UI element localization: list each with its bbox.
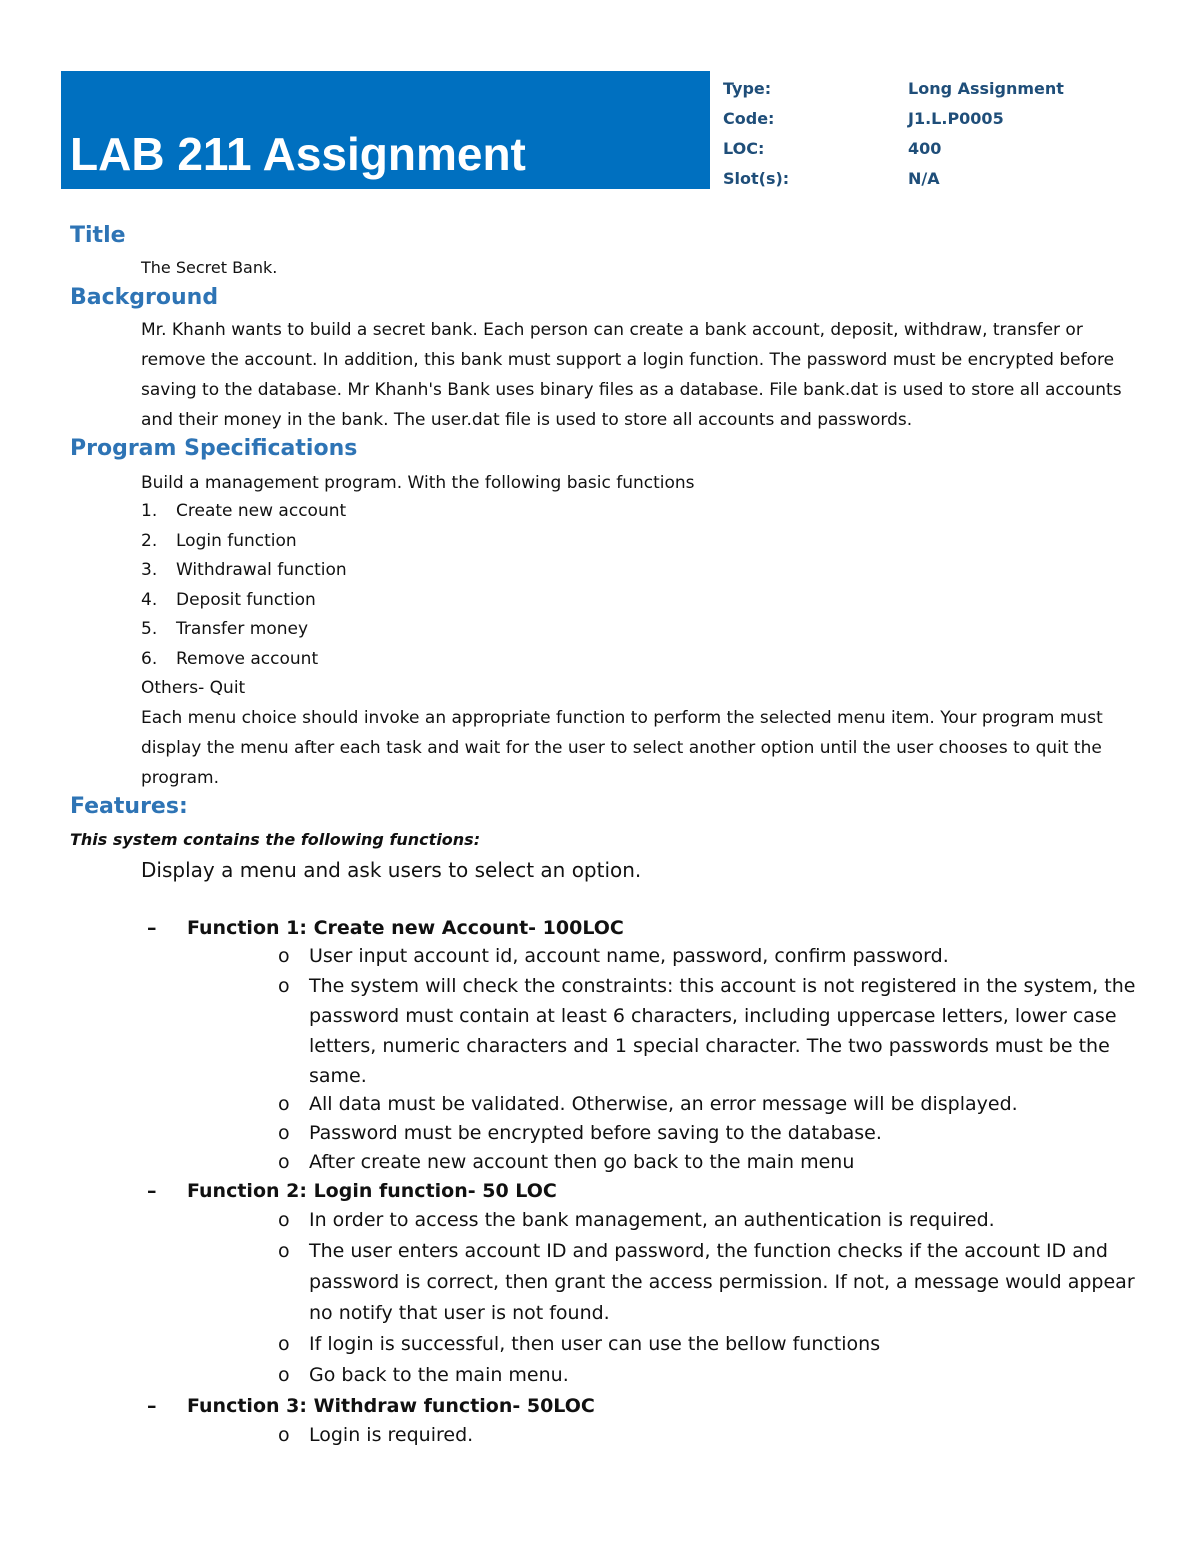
list-item (278, 1118, 1138, 1148)
circle-bullet-icon: o (278, 1122, 290, 1144)
list-number: 5. (141, 619, 158, 640)
spec-menu-text: Each menu choice should invoke an appropriate function to perform the selected menu item. Your program must display the menu after each task and wait for the user to select another option until the user chooses to quit the program. (141, 708, 1103, 788)
list-item (278, 1089, 1138, 1119)
function-title-text: Function 1: Create new Account- 100LOC (187, 917, 624, 939)
meta-value: J1.L.P0005 (908, 109, 1004, 128)
title-text: The Secret Bank. (141, 258, 278, 277)
circle-bullet-icon: o (278, 975, 290, 997)
function-title-text: Function 2: Login function- 50 LOC (187, 1180, 557, 1202)
circle-bullet-icon: o (278, 1424, 290, 1446)
meta-row-code (723, 106, 1123, 136)
circle-bullet-icon: o (278, 1333, 290, 1355)
list-number: 6. (141, 648, 158, 669)
document-title: LAB 211 Assignment (70, 128, 526, 180)
spec-function-list (141, 497, 347, 675)
bullet-text: Login is required. (309, 1424, 474, 1446)
function-title-text: Function 3: Withdraw function- 50LOC (187, 1395, 595, 1417)
list-item (278, 1420, 1138, 1450)
dash-bullet: – (147, 1180, 157, 1202)
dash-bullet: – (147, 917, 157, 939)
bullet-text: The user enters account ID and password, the function checks if the account ID and password is correct, then grant the access permission. If not, a message would appear no notify that user is not found. (309, 1240, 1135, 1324)
meta-label: Code: (723, 109, 775, 128)
list-item (278, 941, 1138, 971)
circle-bullet-icon: o (278, 945, 290, 967)
list-text: Withdrawal function (176, 560, 347, 581)
list-item (141, 527, 347, 557)
function-3-title (147, 1391, 595, 1421)
background-heading: Background (70, 285, 219, 310)
list-item (278, 971, 1138, 1091)
bullet-text: Go back to the main menu. (309, 1364, 569, 1386)
bullet-text: Password must be encrypted before saving to the database. (309, 1122, 882, 1144)
meta-row-slots (723, 166, 1123, 196)
circle-bullet-icon: o (278, 1151, 290, 1173)
list-item (278, 1236, 1138, 1329)
list-item (141, 645, 347, 675)
meta-label: Slot(s): (723, 169, 790, 188)
meta-row-type (723, 76, 1123, 106)
meta-label: Type: (723, 79, 772, 98)
function-2-title (147, 1176, 557, 1206)
bullet-text: User input account id, account name, password, confirm password. (309, 945, 949, 967)
meta-value: N/A (908, 169, 940, 188)
meta-label: LOC: (723, 139, 765, 158)
spec-others: Others- Quit (141, 678, 246, 698)
function-1-title (147, 913, 624, 943)
list-item (278, 1329, 1138, 1359)
meta-value: 400 (908, 139, 942, 158)
list-number: 4. (141, 589, 158, 610)
title-heading: Title (70, 223, 126, 248)
list-number: 3. (141, 560, 158, 581)
features-intro: Display a menu and ask users to select an option. (141, 858, 642, 882)
list-item (141, 615, 347, 645)
features-subheading: This system contains the following functions: (70, 830, 481, 849)
assignment-meta (723, 76, 1123, 196)
dash-bullet: – (147, 1395, 157, 1417)
bullet-text: All data must be validated. Otherwise, an error message will be displayed. (309, 1093, 1018, 1115)
list-number: 1. (141, 501, 158, 521)
list-item (141, 497, 347, 527)
bullet-text: In order to access the bank management, an authentication is required. (309, 1209, 995, 1231)
list-item (278, 1360, 1138, 1390)
spec-intro: Build a management program. With the following basic functions (141, 473, 695, 493)
bullet-text: After create new account then go back to the main menu (309, 1151, 855, 1173)
list-text: Deposit function (176, 589, 316, 610)
bullet-text: The system will check the constraints: this account is not registered in the system, the password must contain at least 6 characters, including uppercase letters, lower case letters, numeric characters and 1 special character. The two passwords must be the same. (309, 975, 1136, 1087)
circle-bullet-icon: o (278, 1209, 290, 1231)
spec-heading: Program Specifications (70, 436, 358, 461)
list-text: Transfer money (176, 619, 309, 640)
list-item (278, 1147, 1138, 1177)
circle-bullet-icon: o (278, 1093, 290, 1115)
background-text: Mr. Khanh wants to build a secret bank. Each person can create a bank account, deposit, withdraw, transfer or remove the account. In addition, this bank must support a login function. The password must be encrypted before saving to the database. Mr Khanh's Bank uses binary files as a database. File bank.dat is used to store all accounts and their money in the bank. The user.dat file is used to store all accounts and passwords. (141, 320, 1122, 430)
list-item (141, 586, 347, 616)
meta-value: Long Assignment (908, 79, 1064, 98)
features-heading: Features: (70, 794, 188, 819)
list-item (278, 1205, 1138, 1235)
meta-row-loc (723, 136, 1123, 166)
circle-bullet-icon: o (278, 1364, 290, 1386)
bullet-text: If login is successful, then user can use the bellow functions (309, 1333, 881, 1355)
list-item (141, 556, 347, 586)
list-number: 2. (141, 530, 158, 551)
list-text: Create new account (176, 501, 347, 521)
list-text: Login function (176, 530, 297, 551)
list-text: Remove account (176, 648, 319, 669)
circle-bullet-icon: o (278, 1240, 290, 1262)
